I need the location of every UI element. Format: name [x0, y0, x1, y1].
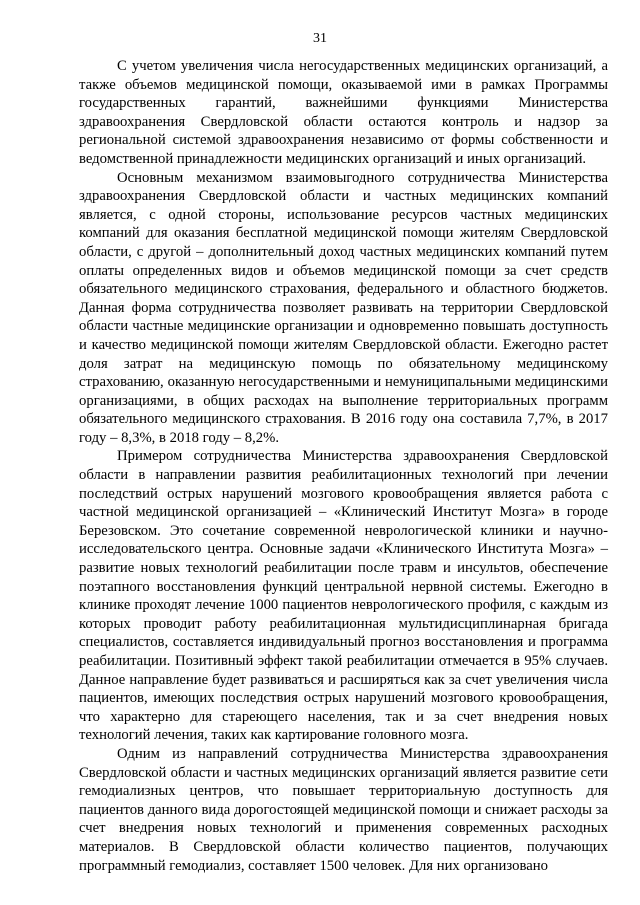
paragraph-cooperation-mechanism: Основным механизмом взаимовыгодного сотрудничества Министерства здравоохранения Свердловской области и частных медицинских компаний является, с одной стороны, использование ресурсов частных медицинских компаний для оказания бесплатной медицинской помощи жителям Свердловской области, с другой – дополнительный доход частных медицинских компаний путем оплаты определенных видов и объемов медицинской помощи за счет средств обязательного медицинского страхования, федерального и областного бюджетов. Данная форма сотрудничества позволяет развивать на территории Свердловской области частные медицинские организации и одновременно повышать доступность и качество медицинской помощи жителям Свердловской области. Ежегодно растет доля затрат на медицинскую помощь по обязательному медицинскому страхованию, оказанную негосударственными и немуниципальными медицинскими организациями, в общих расходах на выполнение территориальных программ обязательного медицинского страхования. В 2016 году она составила 7,7%, в 2017 году – 8,3%, в 2018 году – 8,2%.	[79, 169, 608, 446]
paragraph-oversight: С учетом увеличения числа негосударственных медицинских организаций, а также объемов медицинской помощи, оказываемой ими в рамках Программы государственных гарантий, важнейшими функциями Министерства здравоохранения Свердловской области остаются контроль и надзор за региональной системой здравоохранения независимо от формы собственности и ведомственной принадлежности медицинских организаций и иных организаций.	[79, 58, 608, 167]
page-number: 31	[313, 31, 327, 46]
paragraph-hemodialysis: Одним из направлений сотрудничества Министерства здравоохранения Свердловской области и частных медицинских организаций является развитие сети гемодиализных центров, что повышает территориальную доступность для пациентов данного вида дорогостоящей медицинской помощи и снижает расходы за счет внедрения новых технологий и применения современных расходных материалов. В Свердловской области количество пациентов, получающих программный гемодиализ, составляет 1500 человек. Для них организовано	[79, 745, 608, 874]
paragraph-brain-institute: Примером сотрудничества Министерства здравоохранения Свердловской области в направлении развития реабилитационных технологий при лечении последствий острых нарушений мозгового кровообращения является работа с частной медицинской организацией – «Клинический Институт Мозга» в городе Березовском. Это сочетание современной неврологической клиники и научно-исследовательского центра. Основные задачи «Клинического Института Мозга» – развитие новых технологий реабилитации после травм и инсультов, обеспечение поэтапного восстановления функций центральной нервной системы. Ежегодно в клинике проходят лечение 1000 пациентов неврологического профиля, с каждым из которых проводит работу реабилитационная мультидисциплинарная бригада специалистов, составляется индивидуальный прогноз восстановления и программа реабилитации. Позитивный эффект такой реабилитации отмечается в 95% случаев. Данное направление будет развиваться и расширяться как за счет увеличения числа пациентов, имеющих последствия острых нарушений мозгового кровообращения, что характерно для стареющего населения, так и за счет внедрения новых технологий лечения, таких как картирование головного мозга.	[79, 448, 608, 744]
document-body	[79, 57, 608, 875]
